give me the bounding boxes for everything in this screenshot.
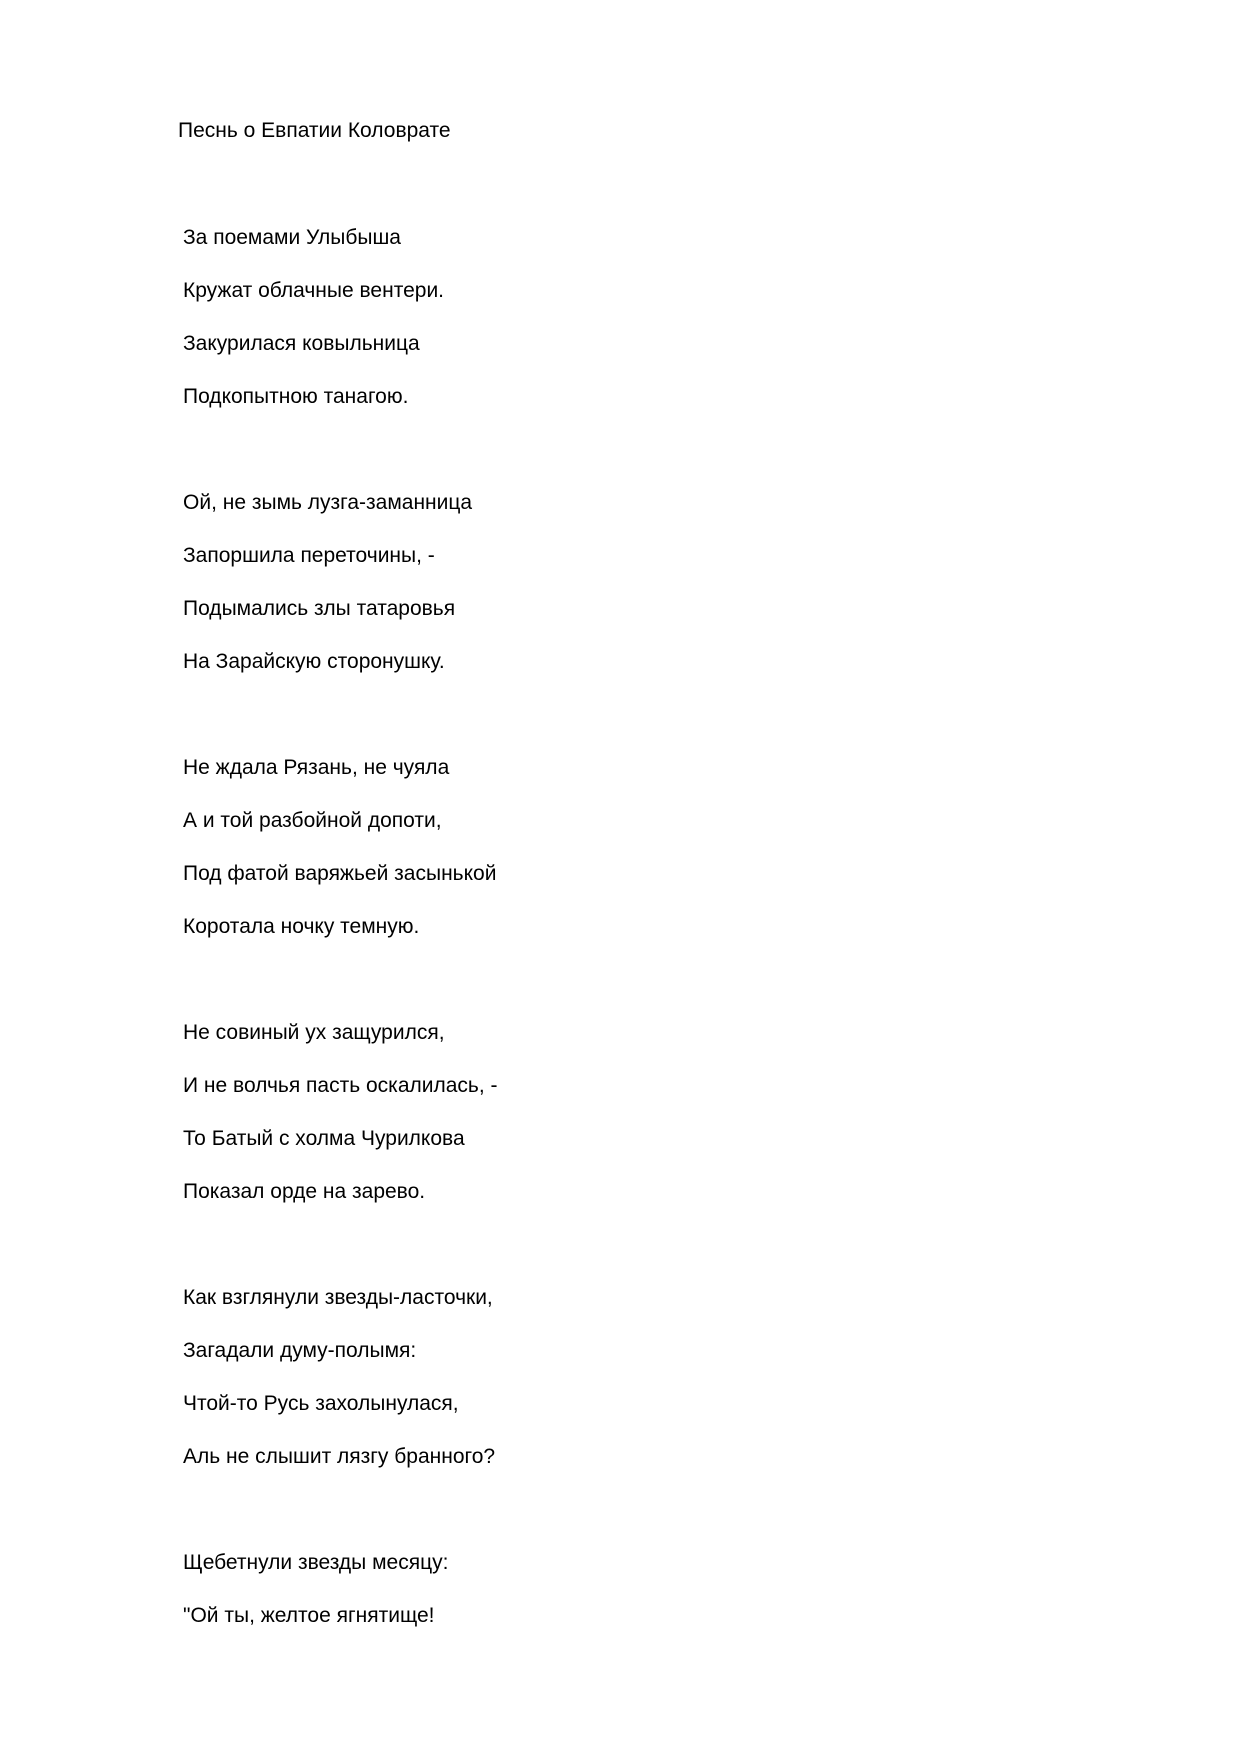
poem-line: Коротала ночку темную. — [183, 915, 420, 938]
document-title: Песнь о Евпатии Коловрате — [178, 119, 451, 142]
stanza-2 — [183, 488, 1083, 700]
stanza-5 — [183, 1283, 1083, 1495]
poem-line: Не совиный ух защурился, — [183, 1021, 445, 1044]
poem-body — [183, 223, 1083, 1707]
poem-line: Загадали думу-полымя: — [183, 1339, 417, 1362]
poem-line: Закурилася ковыльница — [183, 332, 420, 355]
poem-line: Под фатой варяжьей засынькой — [183, 862, 497, 885]
poem-line: Подкопытною танагою. — [183, 385, 409, 408]
poem-line: Подымались злы татаровья — [183, 597, 456, 620]
poem-line: Не ждала Рязань, не чуяла — [183, 756, 450, 779]
poem-line: Запоршила переточины, - — [183, 544, 435, 567]
poem-line: А и той разбойной допоти, — [183, 809, 442, 832]
poem-line: Ой, не зымь лузга-заманница — [183, 491, 473, 514]
stanza-6 — [183, 1548, 1083, 1654]
poem-line: То Батый с холма Чурилкова — [183, 1127, 465, 1150]
poem-line: И не волчья пасть оскалилась, - — [183, 1074, 498, 1097]
poem-line: Чтой-то Русь захолынулася, — [183, 1392, 459, 1415]
poem-line: Аль не слышит лязгу бранного? — [183, 1445, 496, 1468]
stanza-3 — [183, 753, 1083, 965]
poem-line: Кружат облачные вентери. — [183, 279, 445, 302]
stanza-4 — [183, 1018, 1083, 1230]
poem-line: На Зарайскую сторонушку. — [183, 650, 445, 673]
poem-line: Показал орде на зарево. — [183, 1180, 426, 1203]
poem-line: Щебетнули звезды месяцу: — [183, 1551, 449, 1574]
stanza-1 — [183, 223, 1083, 435]
poem-line: "Ой ты, желтое ягнятище! — [183, 1604, 435, 1627]
poem-line: За поемами Улыбыша — [183, 226, 401, 249]
poem-line: Как взглянули звезды-ласточки, — [183, 1286, 493, 1309]
